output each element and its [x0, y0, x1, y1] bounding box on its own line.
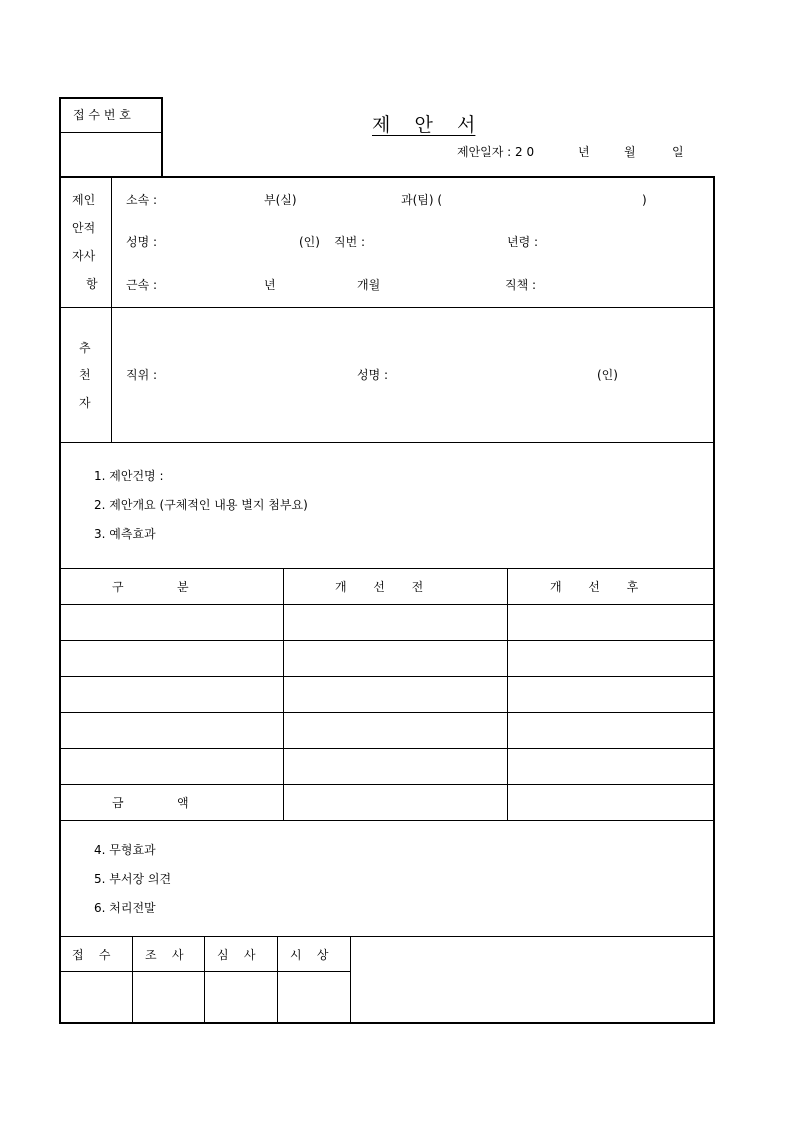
proposal-date-month: 월 [624, 145, 636, 159]
proposer-side-label-4: 항 [86, 277, 98, 291]
recommender-seal: (인) [597, 368, 618, 382]
column-header-after: 개 선 후 [550, 580, 639, 594]
section-close-paren: ) [642, 193, 647, 207]
proposer-side-label-3: 자사 [72, 249, 96, 263]
proposal-date-year: 년 [578, 145, 590, 159]
proposer-side-label-1: 제인 [72, 193, 96, 207]
proposal-date-day: 일 [672, 145, 684, 159]
age-label: 년령 : [507, 235, 539, 249]
list-item: 4. 무형효과 [94, 843, 156, 857]
proposal-date-label: 제안일자 : 2 0 [457, 145, 535, 159]
list-item: 6. 처리전말 [94, 901, 156, 915]
department-label: 부(실) [264, 193, 297, 207]
job-number-label: 직번 : [334, 235, 366, 249]
section-label: 과(팀) ( [401, 193, 443, 207]
affiliation-label: 소속 : [126, 193, 158, 207]
service-label: 근속 : [126, 278, 158, 292]
column-header-category: 구 분 [112, 580, 189, 594]
approval-award-label: 시 상 [290, 948, 329, 962]
receipt-number-label: 접 수 번 호 [73, 108, 131, 122]
service-years-label: 년 [264, 278, 276, 292]
position-label: 직책 : [505, 278, 537, 292]
approval-receipt-label: 접 수 [72, 948, 111, 962]
name-seal: (인) [299, 235, 320, 249]
list-item: 1. 제안건명 : [94, 469, 164, 483]
name-label: 성명 : [126, 235, 158, 249]
list-item: 2. 제안개요 (구체적인 내용 별지 첨부요) [94, 498, 308, 512]
recommender-name-label: 성명 : [357, 368, 389, 382]
service-months-label: 개월 [357, 278, 381, 292]
recommender-side-label-1: 추 [79, 341, 91, 355]
recommender-side-label-3: 자 [79, 396, 91, 410]
approval-review-label: 조 사 [145, 948, 184, 962]
list-item: 5. 부서장 의견 [94, 872, 172, 886]
recommender-rank-label: 직위 : [126, 368, 158, 382]
recommender-side-label-2: 천 [79, 368, 91, 382]
total-amount-label: 금 액 [112, 796, 189, 810]
approval-examine-label: 심 사 [217, 948, 256, 962]
proposer-side-label-2: 안적 [72, 221, 96, 235]
document-title: 제 안 서 [372, 114, 476, 136]
column-header-before: 개 선 전 [335, 580, 424, 594]
list-item: 3. 예측효과 [94, 527, 156, 541]
